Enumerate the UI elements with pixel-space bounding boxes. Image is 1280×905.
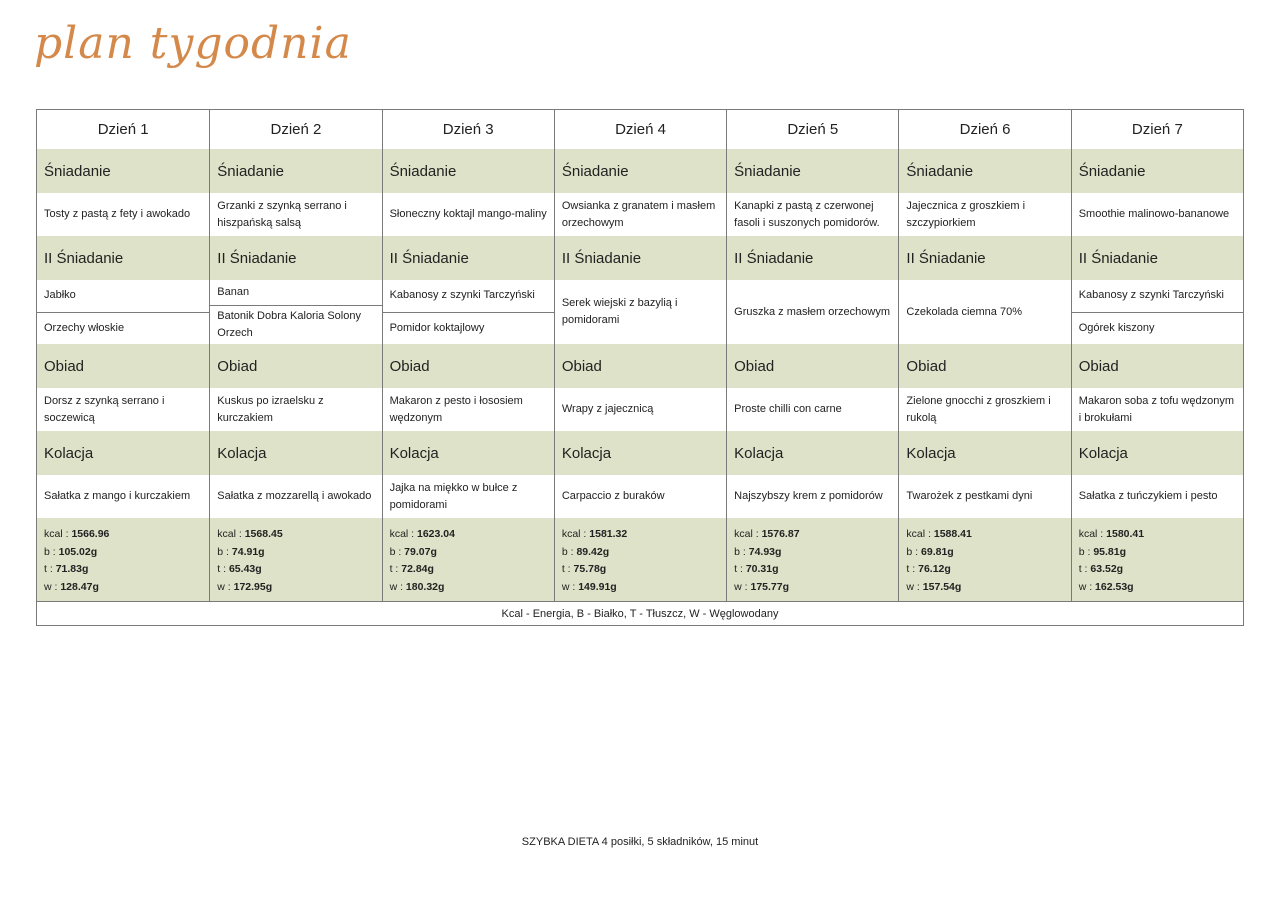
- meal-label-breakfast: Śniadanie: [899, 149, 1070, 193]
- nutrient-t: [906, 561, 1063, 579]
- nutrient-label: t :: [44, 563, 53, 575]
- nutrient-label: b :: [217, 545, 229, 558]
- nutrient-value: 1576.87: [761, 528, 800, 540]
- day-header: Dzień 2: [270, 121, 322, 138]
- nutrient-value: 157.54g: [922, 580, 962, 593]
- snack-item: Orzechy włoskie: [44, 321, 125, 334]
- nutrient-b: [562, 544, 719, 562]
- meal-label-dinner: Kolacja: [727, 431, 898, 475]
- nutrient-kcal: [1079, 526, 1236, 544]
- nutrient-b: [906, 544, 1063, 562]
- meal-plan-table: [36, 109, 1244, 602]
- nutrient-label: w :: [389, 580, 403, 593]
- nutrition-summary: [383, 518, 554, 602]
- nutrient-label: t :: [906, 563, 916, 575]
- nutrient-w: [390, 579, 547, 597]
- meal-label-lunch: Obiad: [210, 344, 381, 388]
- nutrient-value: 162.53g: [1095, 580, 1134, 593]
- meal-lunch: Dorsz z szynką serrano i soczewicą: [44, 394, 165, 424]
- nutrient-value: 1588.41: [933, 528, 972, 540]
- meal-label-lunch: Obiad: [555, 344, 726, 388]
- nutrition-summary: [1072, 518, 1243, 602]
- nutrient-label: b :: [561, 545, 574, 558]
- meal-lunch: Makaron z pesto i łososiem wędzonym: [389, 394, 523, 424]
- meal-label-second-breakfast: II Śniadanie: [555, 236, 726, 280]
- nutrient-w: [906, 579, 1063, 597]
- nutrient-label: kcal :: [1078, 528, 1104, 540]
- meal-label-second-breakfast: II Śniadanie: [210, 236, 381, 280]
- meal-label-lunch: Obiad: [899, 344, 1070, 388]
- nutrient-label: kcal :: [734, 528, 759, 540]
- meal-label-breakfast: Śniadanie: [210, 149, 381, 193]
- nutrient-b: [217, 544, 374, 562]
- meal-second-breakfast: Czekolada ciemna 70%: [906, 305, 1022, 318]
- nutrient-label: t :: [217, 563, 227, 575]
- nutrient-value: 180.32g: [405, 580, 445, 593]
- nutrient-label: w :: [44, 580, 58, 593]
- nutrient-kcal: [734, 526, 891, 544]
- nutrient-label: kcal :: [44, 528, 69, 540]
- meal-label-dinner: Kolacja: [37, 431, 209, 475]
- nutrition-summary: [727, 518, 898, 602]
- nutrient-kcal: [906, 526, 1063, 544]
- day-column: [554, 110, 726, 602]
- nutrient-value: 172.95g: [233, 580, 273, 593]
- nutrient-value: 105.02g: [58, 545, 98, 558]
- nutrient-value: 72.84g: [401, 563, 434, 575]
- nutrient-label: b :: [389, 545, 402, 558]
- nutrient-value: 74.93g: [748, 545, 782, 558]
- nutrient-t: [734, 561, 891, 579]
- nutrient-t: [562, 561, 719, 579]
- nutrient-w: [1079, 579, 1236, 597]
- nutrient-label: kcal :: [906, 528, 931, 540]
- nutrient-value: 69.81g: [921, 545, 954, 558]
- nutrient-w: [217, 579, 374, 597]
- nutrition-summary: [37, 518, 209, 602]
- meal-breakfast: Grzanki z szynką serrano i hiszpańską salsą: [217, 199, 347, 229]
- nutrient-label: w :: [1078, 580, 1093, 593]
- snack-item: Kabanosy z szynki Tarczyński: [383, 280, 554, 313]
- nutrient-t: [44, 561, 202, 579]
- snack-item: Ogórek kiszony: [1078, 321, 1155, 334]
- nutrient-label: w :: [734, 580, 748, 593]
- nutrition-summary: [555, 518, 726, 602]
- meal-label-breakfast: Śniadanie: [727, 149, 898, 193]
- meal-breakfast: Jajecznica z groszkiem i szczypiorkiem: [906, 199, 1026, 229]
- day-column: [37, 110, 209, 602]
- snack-item: Banan: [210, 280, 381, 306]
- nutrient-legend: Kcal - Energia, B - Białko, T - Tłuszcz, W - Węglowodany: [36, 601, 1244, 626]
- meal-label-dinner: Kolacja: [1072, 431, 1243, 475]
- day-header: Dzień 6: [959, 121, 1011, 138]
- nutrient-label: b :: [1078, 545, 1091, 558]
- nutrient-value: 1623.04: [417, 528, 455, 540]
- nutrient-value: 75.78g: [573, 563, 607, 575]
- day-column: [382, 110, 554, 602]
- nutrient-value: 1566.96: [71, 528, 110, 540]
- meal-label-lunch: Obiad: [37, 344, 209, 388]
- nutrient-value: 79.07g: [404, 545, 437, 558]
- nutrient-w: [734, 579, 891, 597]
- nutrient-label: kcal :: [217, 528, 242, 540]
- day-header: Dzień 4: [615, 121, 666, 138]
- snack-item: Kabanosy z szynki Tarczyński: [1072, 280, 1243, 313]
- nutrient-value: 175.77g: [750, 580, 790, 593]
- meal-breakfast: Tosty z pastą z fety i awokado: [44, 208, 191, 220]
- meal-lunch: Makaron soba z tofu wędzonym i brokułami: [1078, 394, 1235, 424]
- nutrient-b: [44, 544, 202, 562]
- meal-label-lunch: Obiad: [727, 344, 898, 388]
- meal-dinner: Sałatka z tuńczykiem i pesto: [1078, 490, 1218, 502]
- meal-label-second-breakfast: II Śniadanie: [37, 236, 209, 280]
- meal-dinner: Jajka na miękko w bułce z pomidorami: [389, 481, 518, 511]
- nutrient-label: kcal :: [561, 528, 587, 540]
- nutrient-t: [390, 561, 547, 579]
- nutrient-value: 95.81g: [1093, 545, 1127, 558]
- nutrient-label: b :: [734, 545, 746, 558]
- day-header: Dzień 1: [97, 121, 149, 138]
- meal-label-dinner: Kolacja: [899, 431, 1070, 475]
- nutrient-label: w :: [217, 580, 231, 593]
- meal-label-lunch: Obiad: [383, 344, 554, 388]
- meal-label-second-breakfast: II Śniadanie: [383, 236, 554, 280]
- nutrient-kcal: [44, 526, 202, 544]
- meal-breakfast: Owsianka z granatem i masłem orzechowym: [561, 199, 716, 229]
- meal-second-breakfast: Serek wiejski z bazylią i pomidorami: [561, 297, 678, 326]
- nutrient-label: t :: [389, 563, 399, 575]
- meal-label-second-breakfast: II Śniadanie: [727, 236, 898, 280]
- meal-label-breakfast: Śniadanie: [555, 149, 726, 193]
- meal-dinner: Twarożek z pestkami dyni: [906, 490, 1033, 502]
- meal-breakfast: Słoneczny koktajl mango-maliny: [389, 208, 547, 220]
- nutrient-value: 70.31g: [745, 563, 779, 575]
- meal-second-breakfast: [37, 280, 209, 344]
- nutrient-label: kcal :: [389, 528, 415, 540]
- meal-dinner: Najszybszy krem z pomidorów: [734, 490, 883, 502]
- nutrition-summary: [210, 518, 381, 602]
- nutrient-label: b :: [906, 545, 919, 558]
- footer-note: SZYBKA DIETA 4 posiłki, 5 składników, 15 minut: [521, 836, 759, 848]
- meal-dinner: Sałatka z mozzarellą i awokado: [217, 490, 372, 502]
- day-header: Dzień 7: [1131, 121, 1183, 138]
- meal-second-breakfast: [210, 280, 381, 344]
- meal-lunch: Kuskus po izraelsku z kurczakiem: [217, 394, 324, 424]
- meal-label-breakfast: Śniadanie: [37, 149, 209, 193]
- meal-lunch: Proste chilli con carne: [734, 403, 842, 415]
- page-title: plan tygodnia: [34, 18, 352, 69]
- meal-label-breakfast: Śniadanie: [383, 149, 554, 193]
- day-column: [209, 110, 381, 602]
- meal-lunch: Zielone gnocchi z groszkiem i rukolą: [906, 394, 1051, 424]
- meal-label-second-breakfast: II Śniadanie: [1072, 236, 1243, 280]
- nutrient-w: [562, 579, 719, 597]
- nutrient-b: [1079, 544, 1236, 562]
- meal-breakfast: Smoothie malinowo-bananowe: [1078, 208, 1230, 220]
- meal-second-breakfast: Gruszka z masłem orzechowym: [734, 305, 891, 318]
- nutrient-kcal: [217, 526, 374, 544]
- snack-item: Batonik Dobra Kaloria Solony Orzech: [217, 310, 361, 339]
- snack-item: Jabłko: [37, 280, 209, 313]
- meal-label-second-breakfast: II Śniadanie: [899, 236, 1070, 280]
- snack-item: Pomidor koktajlowy: [389, 321, 485, 334]
- meal-label-dinner: Kolacja: [555, 431, 726, 475]
- nutrient-value: 74.91g: [231, 545, 265, 558]
- nutrient-label: t :: [1078, 563, 1088, 575]
- meal-label-dinner: Kolacja: [383, 431, 554, 475]
- meal-breakfast: Kanapki z pastą z czerwonej fasoli i suszonych pomidorów.: [734, 199, 880, 229]
- nutrient-b: [390, 544, 547, 562]
- nutrient-value: 63.52g: [1090, 563, 1124, 575]
- meal-second-breakfast: [383, 280, 554, 344]
- nutrient-value: 128.47g: [60, 580, 99, 593]
- day-column: [726, 110, 898, 602]
- nutrient-kcal: [562, 526, 719, 544]
- nutrient-value: 1580.41: [1106, 528, 1145, 540]
- meal-dinner: Sałatka z mango i kurczakiem: [44, 490, 191, 502]
- meal-dinner: Carpaccio z buraków: [561, 490, 665, 502]
- day-column: [1071, 110, 1243, 602]
- meal-second-breakfast: [1072, 280, 1243, 344]
- nutrient-label: t :: [734, 563, 743, 575]
- nutrient-value: 1581.32: [589, 528, 628, 540]
- nutrient-value: 65.43g: [228, 563, 262, 575]
- nutrient-value: 89.42g: [576, 545, 610, 558]
- nutrient-value: 149.91g: [578, 580, 617, 593]
- nutrient-label: t :: [561, 563, 571, 575]
- day-header: Dzień 5: [787, 121, 839, 138]
- nutrient-label: b :: [44, 545, 56, 558]
- nutrition-summary: [899, 518, 1070, 602]
- nutrient-value: 76.12g: [918, 563, 951, 575]
- meal-lunch: Wrapy z jajecznicą: [561, 403, 654, 415]
- nutrient-label: w :: [906, 580, 920, 593]
- nutrient-t: [217, 561, 374, 579]
- nutrient-value: 71.83g: [55, 563, 89, 575]
- nutrient-b: [734, 544, 891, 562]
- nutrient-label: w :: [561, 580, 576, 593]
- meal-label-breakfast: Śniadanie: [1072, 149, 1243, 193]
- day-header: Dzień 3: [442, 121, 494, 138]
- day-column: [898, 110, 1070, 602]
- nutrient-t: [1079, 561, 1236, 579]
- nutrient-kcal: [390, 526, 547, 544]
- nutrient-value: 1568.45: [244, 528, 283, 540]
- meal-label-dinner: Kolacja: [210, 431, 381, 475]
- meal-label-lunch: Obiad: [1072, 344, 1243, 388]
- nutrient-w: [44, 579, 202, 597]
